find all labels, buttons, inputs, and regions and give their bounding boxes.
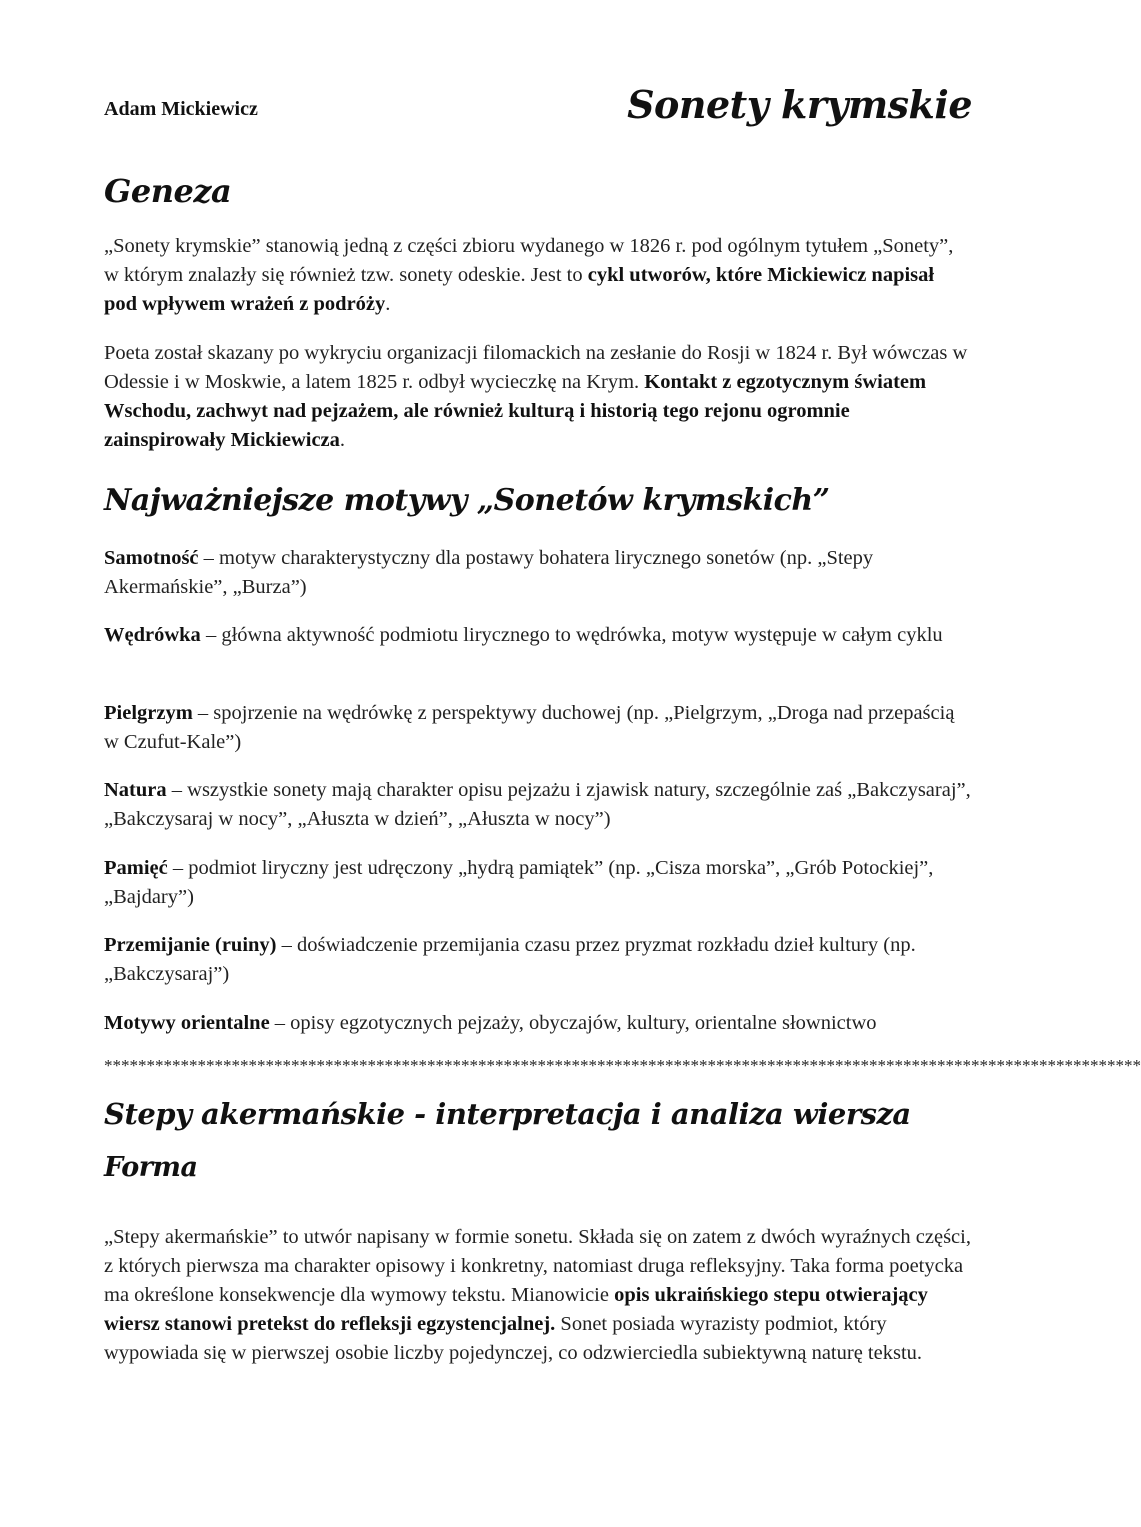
- paragraph-forma: „Stepy akermańskie” to utwór napisany w formie sonetu. Składa się on zatem z dwóch wyraźnych części, z których pierwsza ma charakter opisowy i konkretny, natomiast druga refleksyjny. Taka forma poetycka ma określone konsekwencje dla wymowy tekstu. Mianowicie opis ukraińskiego stepu otwierający wiersz stanowi pretekst do refleksji egzystencjalnej. Sonet posiada wyrazisty podmiot, który wypowiada się w pierwszej osobie liczby pojedynczej, co odzwierciedla subiektywną naturę tekstu.: [104, 1226, 971, 1364]
- author-name: Adam Mickiewicz: [104, 98, 258, 120]
- asterisk-divider: **************************************************************************************************************************: [104, 1056, 1141, 1075]
- paragraph-geneza-1: „Sonety krymskie” stanowią jedną z części zbioru wydanego w 1826 r. pod ogólnym tytułem „Sonety”, w którym znalazły się również tzw. sonety odeskie. Jest to cykl utworów, które Mickiewicz napisał pod wpływem wrażeń z podróży.: [104, 235, 954, 315]
- motif-item: Samotność – motyw charakterystyczny dla postawy bohatera lirycznego sonetów (np. „Stepy Akermańskie”, „Burza”): [104, 547, 874, 598]
- motif-item: Pamięć – podmiot liryczny jest udręczony „hydrą pamiątek” (np. „Cisza morska”, „Grób Potockiej”, „Bajdary”): [104, 857, 934, 908]
- subheading-forma: Forma: [104, 1152, 198, 1183]
- heading-stepy: Stepy akermańskie - interpretacja i analiza wiersza: [104, 1097, 911, 1131]
- motif-item: Przemijanie (ruiny) – doświadczenie przemijania czasu przez pryzmat rozkładu dzieł kultury (np. „Bakczysaraj”): [104, 934, 916, 985]
- motif-item: Wędrówka – główna aktywność podmiotu lirycznego to wędrówka, motyw występuje w całym cyklu: [104, 624, 943, 646]
- paragraph-geneza-2: Poeta został skazany po wykryciu organizacji filomackich na zesłanie do Rosji w 1824 r. Był wówczas w Odessie i w Moskwie, a latem 1825 r. odbył wycieczkę na Krym. Kontakt z egzotycznym światem Wschodu, zachwyt nad pejzażem, ale również kulturą i historią tego rejonu ogromnie zainspirowały Mickiewicza.: [104, 342, 968, 451]
- heading-motywy: Najważniejsze motywy „Sonetów krymskich”: [104, 483, 830, 518]
- heading-geneza: Geneza: [104, 172, 232, 210]
- motif-item: Motywy orientalne – opisy egzotycznych pejzaży, obyczajów, kultury, orientalne słownictwo: [104, 1012, 877, 1034]
- motif-item: Natura – wszystkie sonety mają charakter opisu pejzażu i zjawisk natury, szczególnie zaś „Bakczysaraj”, „Bakczysaraj w nocy”, „Ałuszta w dzień”, „Ałuszta w nocy”): [104, 779, 971, 830]
- motif-item: Pielgrzym – spojrzenie na wędrówkę z perspektywy duchowej (np. „Pielgrzym, „Droga nad przepaścią w Czufut-Kale”): [104, 702, 955, 753]
- document-title: Sonety krymskie: [627, 82, 972, 127]
